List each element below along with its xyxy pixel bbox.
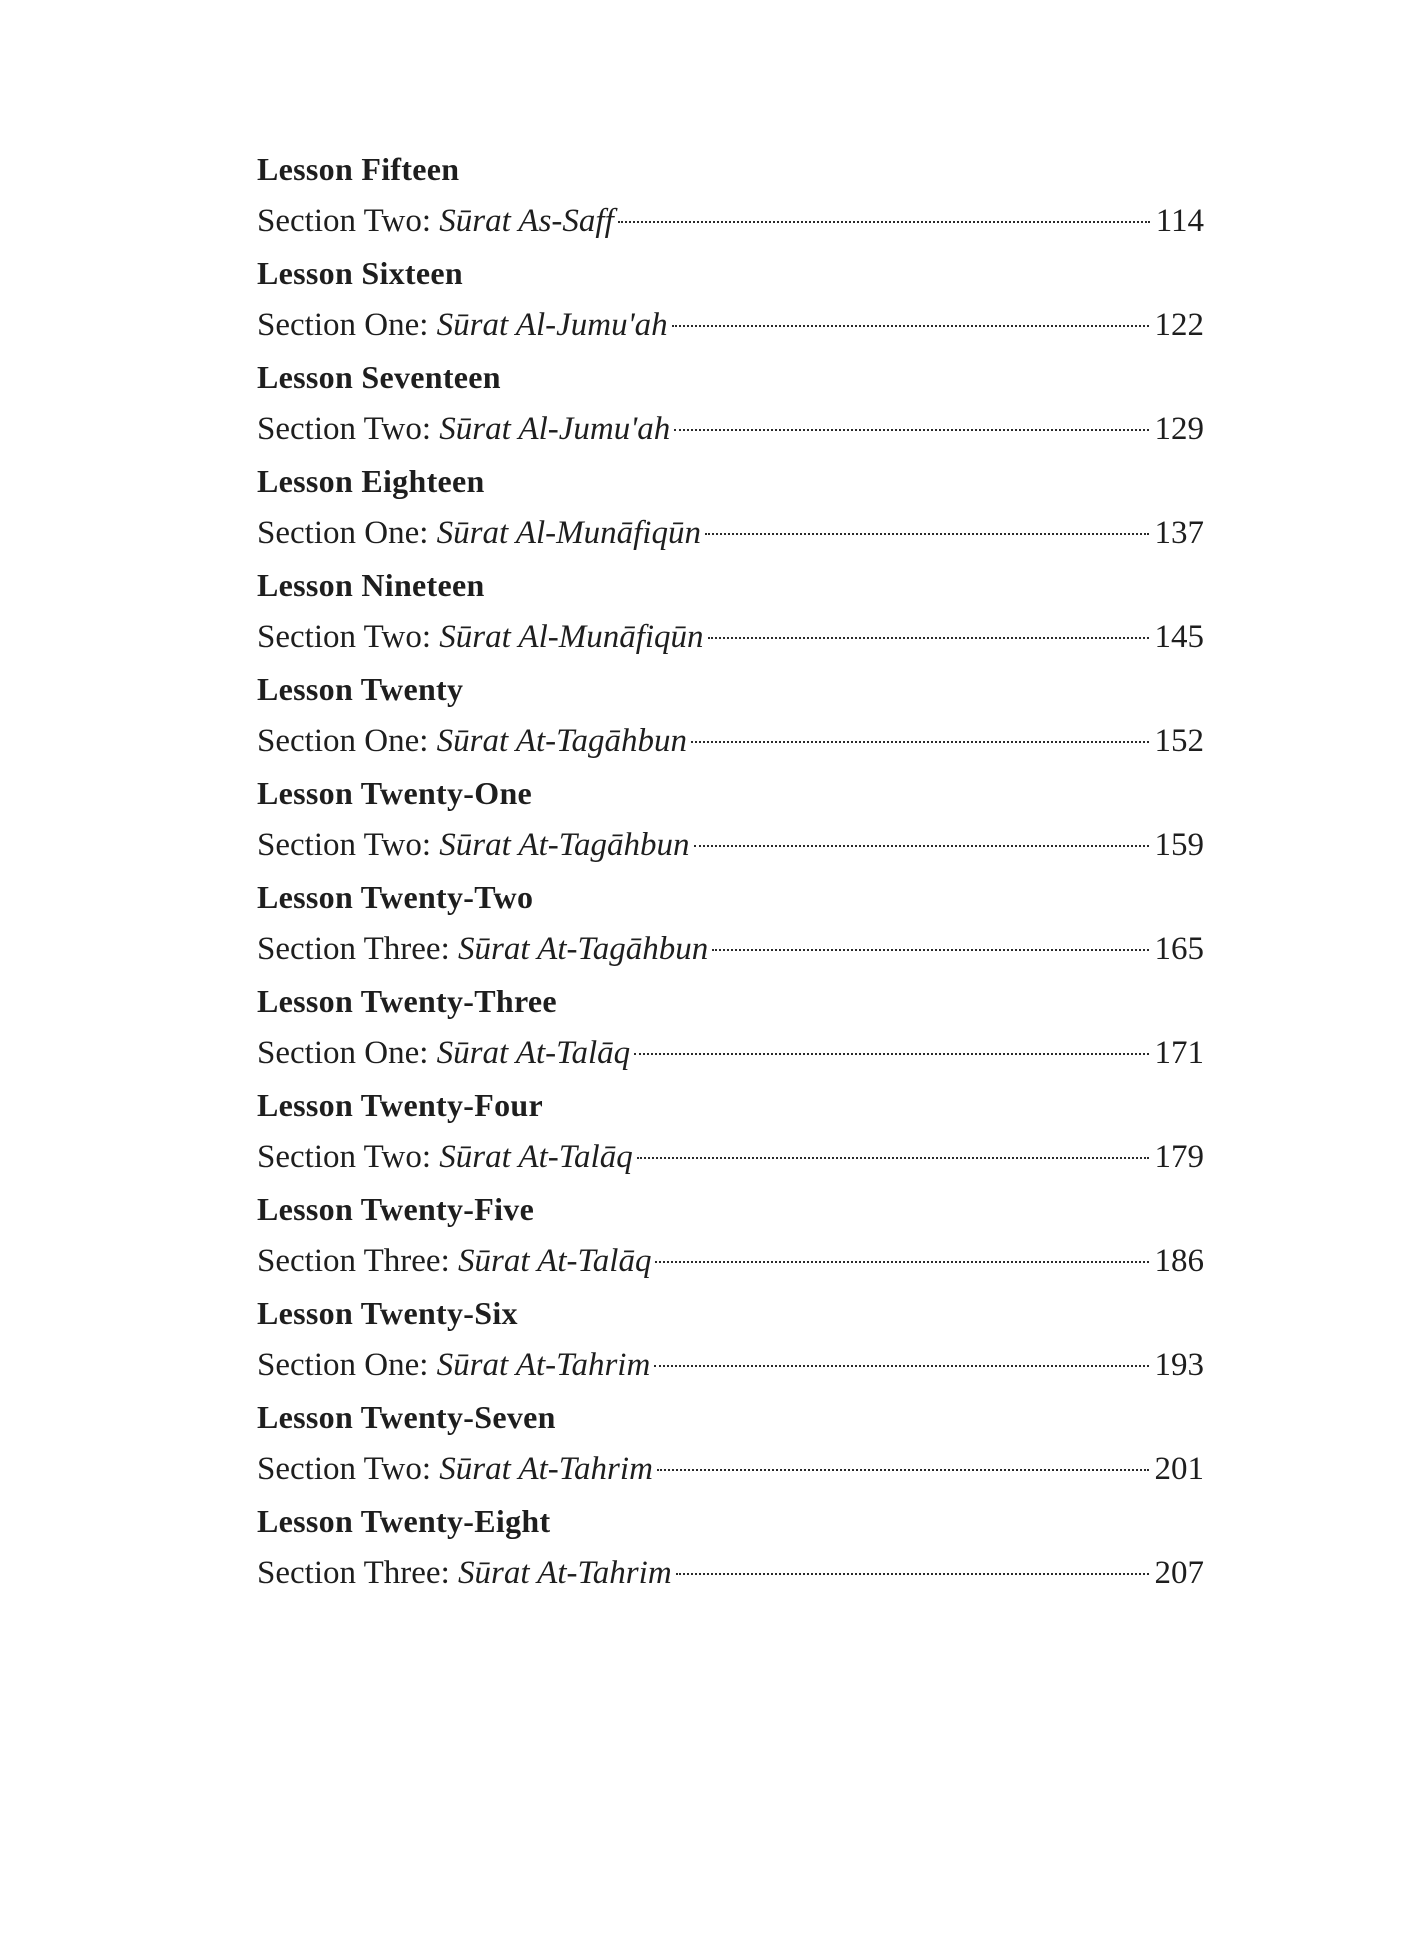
section-label: Section Two: [257, 203, 431, 239]
section-label: Section Two: [257, 411, 431, 447]
toc-lesson-block [257, 975, 1204, 1079]
page-number: 171 [1154, 1035, 1204, 1071]
label-spacer [428, 1339, 436, 1391]
toc-entry [257, 819, 1204, 871]
lesson-heading: Lesson Twenty-Three [257, 983, 557, 1019]
lesson-heading: Lesson Twenty [257, 671, 464, 707]
page-number: 152 [1154, 723, 1204, 759]
page-number: 165 [1154, 931, 1204, 967]
label-spacer [428, 715, 436, 767]
lesson-heading: Lesson Twenty-Five [257, 1191, 535, 1227]
page-number: 129 [1154, 411, 1204, 447]
dot-leader [618, 221, 1150, 223]
dot-leader [634, 1053, 1148, 1055]
toc-lesson-block [257, 1183, 1204, 1287]
dot-leader [655, 1261, 1148, 1263]
lesson-heading: Lesson Fifteen [257, 151, 460, 187]
page-number: 114 [1155, 203, 1204, 239]
page-number: 179 [1154, 1139, 1204, 1175]
dot-leader [691, 741, 1149, 743]
toc-entry [257, 715, 1204, 767]
toc-lesson-block [257, 559, 1204, 663]
section-label: Section Two: [257, 1451, 431, 1487]
label-spacer [431, 195, 439, 247]
surah-name: Sūrat At-Talāq [458, 1243, 652, 1279]
dot-leader [694, 845, 1149, 847]
surah-name: Sūrat At-Talāq [436, 1035, 631, 1071]
page-number: 137 [1154, 515, 1204, 551]
section-label: Section Three: [257, 931, 450, 967]
toc-lesson-block [257, 1391, 1204, 1495]
section-label: Section One: [257, 1035, 429, 1071]
surah-name: Sūrat Al-Munāfiqūn [436, 515, 701, 551]
label-spacer [450, 1547, 458, 1599]
section-label: Section One: [257, 1347, 429, 1383]
surah-name: Sūrat At-Talāq [439, 1139, 633, 1175]
toc-lesson-block [257, 767, 1204, 871]
toc-entry [257, 1131, 1204, 1183]
lesson-heading: Lesson Nineteen [257, 567, 485, 603]
lesson-heading: Lesson Twenty-Seven [257, 1399, 556, 1435]
toc-lesson-block [257, 455, 1204, 559]
surah-name: Sūrat Al-Munāfiqūn [439, 619, 704, 655]
lesson-heading: Lesson Seventeen [257, 359, 501, 395]
dot-leader [674, 429, 1148, 431]
toc-lesson-block [257, 1287, 1204, 1391]
toc-entry [257, 195, 1204, 247]
dot-leader [705, 533, 1149, 535]
lesson-heading: Lesson Twenty-Two [257, 879, 534, 915]
surah-name: Sūrat Al-Jumu'ah [436, 307, 668, 343]
section-label: Section Three: [257, 1555, 450, 1591]
page-number: 201 [1154, 1451, 1204, 1487]
label-spacer [431, 819, 439, 871]
label-spacer [450, 923, 458, 975]
page-number: 207 [1154, 1555, 1204, 1591]
section-label: Section One: [257, 515, 429, 551]
toc-entry [257, 1027, 1204, 1079]
toc-lesson-block [257, 351, 1204, 455]
dot-leader [637, 1157, 1149, 1159]
page-number: 186 [1154, 1243, 1204, 1279]
section-label: Section Two: [257, 827, 431, 863]
dot-leader [712, 949, 1148, 951]
surah-name: Sūrat At-Tagāhbun [458, 931, 709, 967]
label-spacer [450, 1235, 458, 1287]
lesson-heading: Lesson Sixteen [257, 255, 463, 291]
lesson-heading: Lesson Twenty-One [257, 775, 533, 811]
surah-name: Sūrat At-Tahrim [439, 1451, 653, 1487]
toc-lesson-block [257, 1495, 1204, 1599]
section-label: Section Two: [257, 619, 431, 655]
section-label: Section Three: [257, 1243, 450, 1279]
section-label: Section One: [257, 723, 429, 759]
lesson-heading: Lesson Twenty-Six [257, 1295, 518, 1331]
toc-entry [257, 1235, 1204, 1287]
label-spacer [428, 299, 436, 351]
page-number: 159 [1154, 827, 1204, 863]
page-number: 193 [1154, 1347, 1204, 1383]
toc-entry [257, 1339, 1204, 1391]
lesson-heading: Lesson Eighteen [257, 463, 485, 499]
label-spacer [428, 1027, 436, 1079]
label-spacer [431, 403, 439, 455]
toc-lesson-block [257, 143, 1204, 247]
lesson-heading: Lesson Twenty-Eight [257, 1503, 551, 1539]
lesson-heading: Lesson Twenty-Four [257, 1087, 544, 1123]
surah-name: Sūrat Al-Jumu'ah [439, 411, 671, 447]
dot-leader [657, 1469, 1149, 1471]
toc-lesson-block [257, 871, 1204, 975]
toc-entry [257, 611, 1204, 663]
toc-entry [257, 507, 1204, 559]
surah-name: Sūrat At-Tahrim [436, 1347, 651, 1383]
dot-leader [708, 637, 1149, 639]
toc-entry [257, 1443, 1204, 1495]
toc-entry [257, 299, 1204, 351]
surah-name: Sūrat As-Saff [439, 203, 614, 239]
label-spacer [431, 1443, 439, 1495]
toc-entry [257, 403, 1204, 455]
label-spacer [428, 507, 436, 559]
dot-leader [672, 325, 1149, 327]
section-label: Section One: [257, 307, 429, 343]
toc-entry [257, 1547, 1204, 1599]
page-number: 122 [1154, 307, 1204, 343]
surah-name: Sūrat At-Tagāhbun [436, 723, 687, 759]
toc-entry [257, 923, 1204, 975]
toc-lesson-block [257, 663, 1204, 767]
dot-leader [654, 1365, 1148, 1367]
dot-leader [676, 1573, 1149, 1575]
toc-lesson-block [257, 247, 1204, 351]
section-label: Section Two: [257, 1139, 431, 1175]
label-spacer [431, 1131, 439, 1183]
label-spacer [431, 611, 439, 663]
surah-name: Sūrat At-Tagāhbun [439, 827, 690, 863]
toc-lesson-block [257, 1079, 1204, 1183]
page-number: 145 [1154, 619, 1204, 655]
surah-name: Sūrat At-Tahrim [458, 1555, 672, 1591]
table-of-contents [257, 143, 1204, 1599]
